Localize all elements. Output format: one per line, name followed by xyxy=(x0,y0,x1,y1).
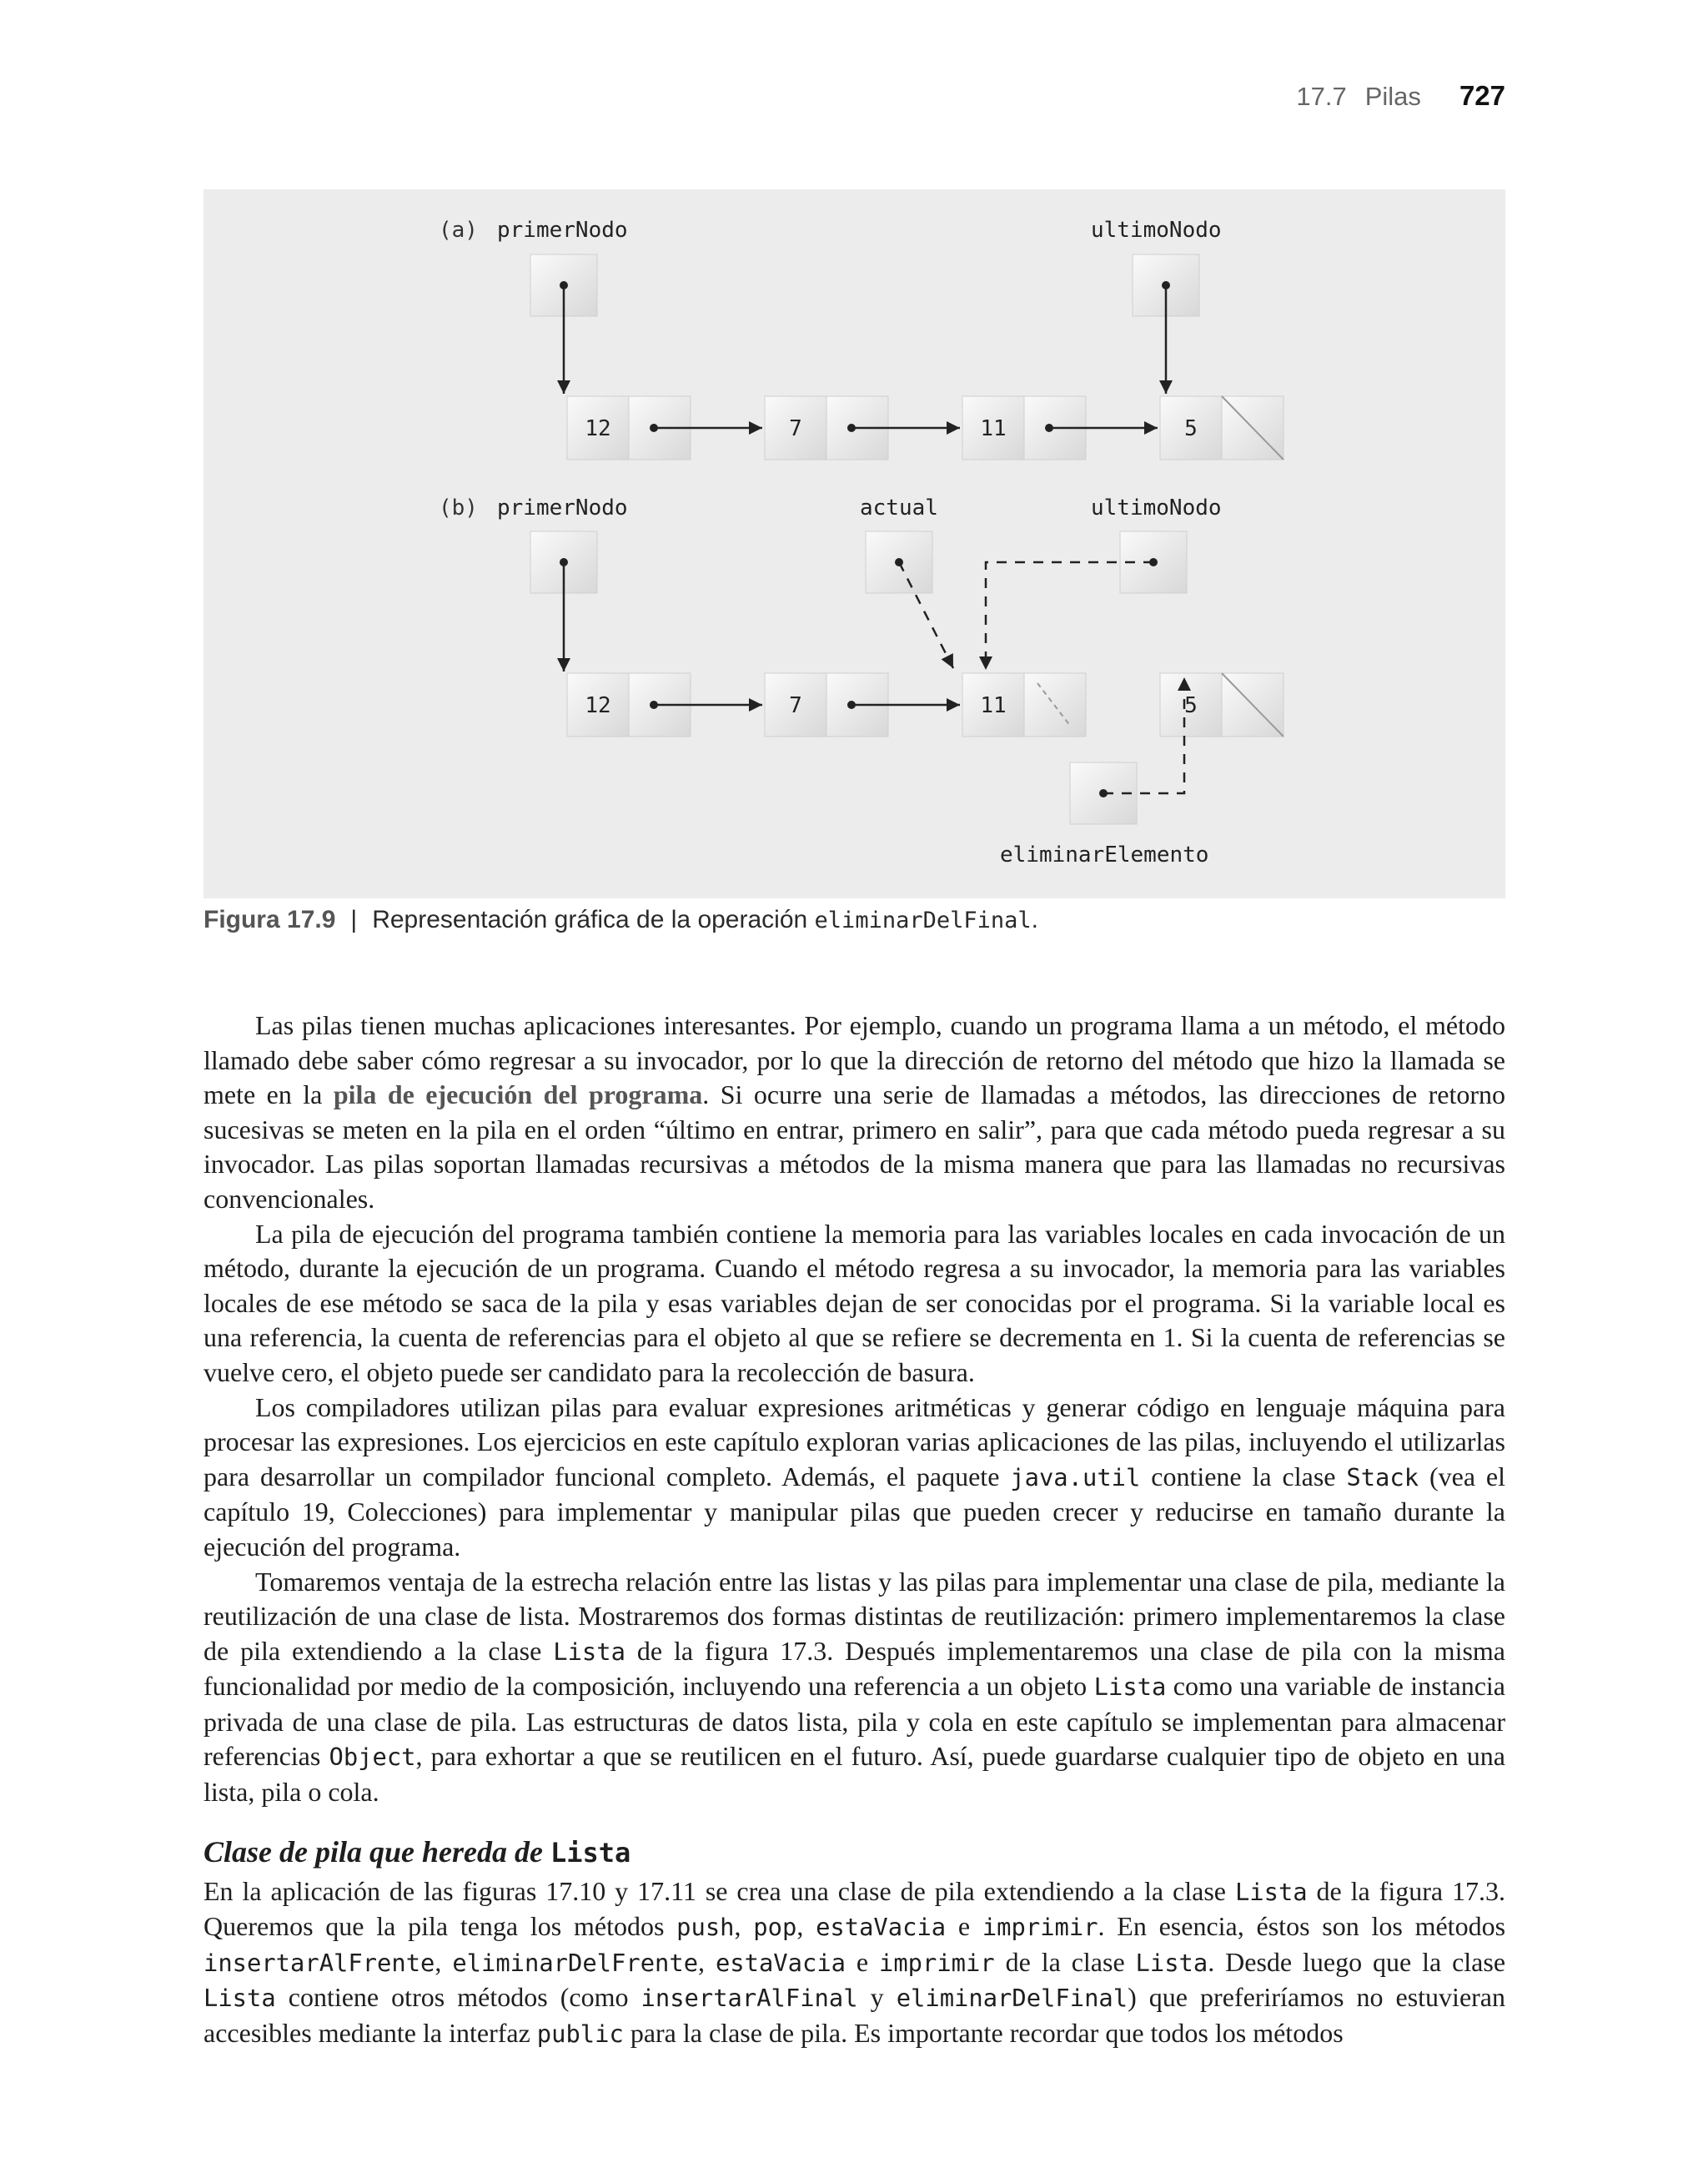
p5-text: , xyxy=(435,1946,453,1977)
paragraph-2: La pila de ejecución del programa también contiene la memoria para las variables locales en cada invocación de un método, durante la ejecución de un programa. Cuando el método regresa a su invocador, la memoria para las variables locales de ese método se saca de la pila y esas variables dejan de ser conocidas por el programa. Si la variable local es una referencia, la cuenta de referencias para el objeto al que se refiere se decrementa en 1. Si la cuenta de referencias se vuelve cero, el objeto puede ser candidato para la recolección de basura. xyxy=(203,1218,1505,1387)
node-value: 12 xyxy=(585,693,611,718)
code: insertarAlFinal xyxy=(640,1984,858,2013)
p5-text: de la clase xyxy=(994,1946,1136,1977)
p5-text: . En esencia, éstos son los métodos xyxy=(1098,1911,1506,1942)
subheading-code: Lista xyxy=(550,1836,631,1869)
body-text xyxy=(203,1009,1505,2052)
p5-text: y xyxy=(857,1982,897,2013)
label-actual: actual xyxy=(860,495,938,521)
p5-text: contiene otros métodos (como xyxy=(275,1982,641,2013)
p3-text-b: contiene la clase xyxy=(1140,1461,1347,1491)
code: insertarAlFrente xyxy=(203,1948,435,1977)
paragraph-3 xyxy=(203,1391,1505,1565)
p3-text-a: Los compiladores utilizan pilas para evaluar expresiones aritméticas y generar código en lenguaje máquina para procesar las expresiones. Los ejercicios en este capítulo exploran varias aplicaciones de las pilas, incluyendo el utilizarlas para desarrollar un compilador funcional completo. Además, el paquete xyxy=(203,1391,1505,1491)
page-header xyxy=(0,80,1505,112)
figure-caption xyxy=(203,906,1038,934)
node-11-b xyxy=(962,673,1086,737)
p5-text: , xyxy=(698,1946,716,1977)
caption-text: Representación gráfica de la operación xyxy=(372,906,815,933)
section-title: Pilas xyxy=(1364,82,1421,111)
code-object: Object xyxy=(329,1743,416,1772)
node-value: 7 xyxy=(789,416,802,441)
p5-text: e xyxy=(946,1911,982,1942)
p1-text-b: . Si ocurre una serie de llamadas a métodos, las direcciones de retorno sucesivas se meten en la pila en el orden “último en entrar, primero en salir”, para que cada método pueda regresar a su invocador. Las pilas soportan llamadas recursivas a métodos de la misma manera que para las llamadas no recursivas convencionales. xyxy=(203,1079,1506,1214)
code: estaVacia xyxy=(715,1948,846,1977)
node-value: 7 xyxy=(789,693,802,718)
node-value: 11 xyxy=(980,693,1007,718)
code: push xyxy=(676,1913,735,1942)
p5-text: para la clase de pila. Es importante recordar que todos los métodos xyxy=(623,2018,1344,2049)
code: Lista xyxy=(203,1984,276,2013)
diagram-svg xyxy=(203,189,1505,898)
node-5-b xyxy=(1160,673,1284,737)
label-primerNodo-b: primerNodo xyxy=(497,495,628,521)
panel-a-label: (a) xyxy=(439,218,478,243)
code-java-util: java.util xyxy=(1010,1462,1141,1491)
p4-text-c: como una variable de instancia privada de una clase de pila. Las estructuras de datos lista, pila y cola en este capítulo se implementan para almacenar referencias xyxy=(203,1671,1506,1772)
code: Lista xyxy=(1135,1948,1208,1977)
subheading xyxy=(203,1833,1505,1871)
label-ultimoNodo-a: ultimoNodo xyxy=(1091,218,1222,243)
page-number: 727 xyxy=(1459,80,1505,111)
node-value: 12 xyxy=(585,416,611,441)
p5-text: , xyxy=(796,1911,816,1942)
code-lista: Lista xyxy=(553,1637,625,1666)
label-eliminarElemento: eliminarElemento xyxy=(1000,843,1209,868)
subheading-text: Clase de pila que hereda de xyxy=(203,1834,550,1869)
paragraph-1 xyxy=(203,1009,1505,1217)
label-primerNodo-a: primerNodo xyxy=(497,218,628,243)
code: pop xyxy=(753,1913,797,1942)
node-value: 11 xyxy=(980,416,1007,441)
code-stack: Stack xyxy=(1346,1462,1419,1491)
section-number: 17.7 xyxy=(1296,82,1347,111)
code: estaVacia xyxy=(816,1913,947,1942)
figure-linked-list-diagram xyxy=(203,189,1505,898)
p5-text: En la aplicación de las figuras 17.10 y 17.11 se crea una clase de pila extendiendo a la clase xyxy=(203,1875,1235,1906)
p4-text-d: , para exhortar a que se reutilicen en el futuro. Así, puede guardarse cualquier tipo de objeto en una lista, pila o cola. xyxy=(203,1741,1506,1808)
node-5-a xyxy=(1160,396,1284,460)
node-value: 5 xyxy=(1184,693,1198,718)
node-value: 5 xyxy=(1184,416,1198,441)
p4-text-a: Tomaremos ventaja de la estrecha relación entre las listas y las pilas para implementar una clase de pila, mediante la reutilización de una clase de lista. Mostraremos dos formas distintas de reutilización: primero implementaremos la clase de pila extendiendo a la clase xyxy=(203,1566,1505,1666)
p5-text: ) que preferiríamos no estuvieran accesibles mediante la interfaz xyxy=(203,1982,1506,2049)
code: eliminarDelFrente xyxy=(452,1948,699,1977)
code: public xyxy=(536,2020,624,2049)
code: imprimir xyxy=(982,1913,1098,1942)
paragraph-5 xyxy=(203,1874,1505,2052)
panel-b-label: (b) xyxy=(439,495,478,521)
p5-text: de la figura 17.3. Queremos que la pila tenga los métodos xyxy=(203,1875,1506,1942)
p3-text-c: (vea el capítulo 19, Colecciones) para implementar y manipular pilas que pueden crecer y reducirse en tamaño durante la ejecución del programa. xyxy=(203,1461,1506,1562)
p5-text: , xyxy=(734,1911,754,1942)
paragraph-4 xyxy=(203,1565,1505,1810)
p4-text-b: de la figura 17.3. Después implementaremos una clase de pila con la misma funcionalidad por medio de la composición, incluyendo una referencia a un objeto xyxy=(203,1635,1506,1702)
caption-code: eliminarDelFinal xyxy=(814,908,1032,933)
p5-text: e xyxy=(846,1946,879,1977)
code: imprimir xyxy=(879,1948,995,1977)
code-lista: Lista xyxy=(1093,1672,1167,1702)
p5-text: . Desde luego que la clase xyxy=(1208,1946,1506,1977)
caption-separator: | xyxy=(350,906,358,933)
label-ultimoNodo-b: ultimoNodo xyxy=(1091,495,1222,521)
figure-label: Figura 17.9 xyxy=(203,906,336,933)
code: eliminarDelFinal xyxy=(896,1984,1128,2013)
code: Lista xyxy=(1234,1877,1308,1906)
key-term: pila de ejecución del programa xyxy=(333,1079,703,1110)
caption-end: . xyxy=(1031,906,1038,933)
p1-text-a: Las pilas tienen muchas aplicaciones interesantes. Por ejemplo, cuando un programa llama a un método, el método llamado debe saber cómo regresar a su invocador, por lo que la dirección de retorno del método que hizo la llamada se mete en la xyxy=(203,1010,1505,1110)
